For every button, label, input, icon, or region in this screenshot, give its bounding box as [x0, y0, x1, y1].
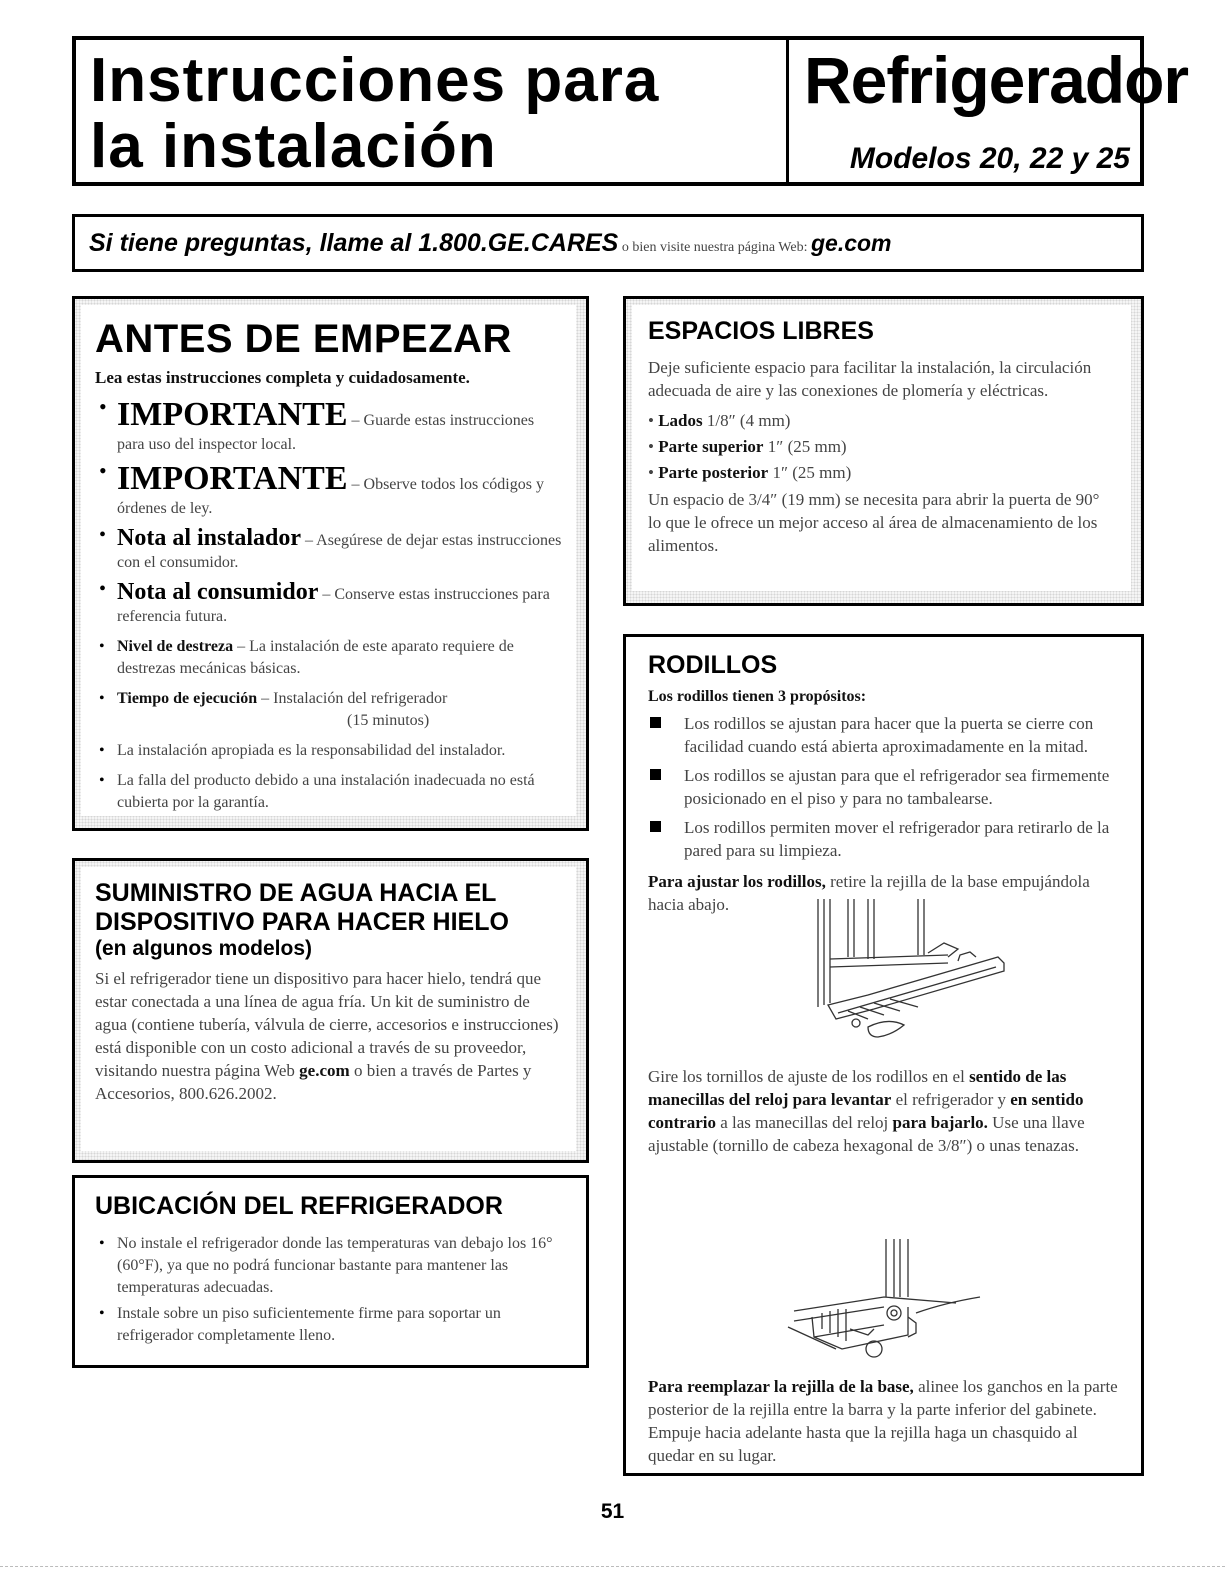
page-title-line2: la instalación — [90, 112, 497, 181]
list-item-label: Nota al instalador — [117, 525, 302, 551]
rollers-replace-paragraph — [648, 1375, 1125, 1467]
clearances-section — [623, 296, 1144, 606]
list-item — [95, 770, 562, 814]
page-title-line1: Instrucciones para — [90, 46, 660, 115]
bullet: • — [99, 742, 105, 759]
clearances-content — [632, 305, 1131, 591]
questions-phone: Si tiene preguntas, llame al 1.800.GE.CARES — [89, 229, 619, 257]
water-supply-body-text-end: o bien a través de Partes y Accesorios, 800.626.2002. — [95, 1061, 532, 1103]
questions-site-link[interactable]: ge.com — [810, 230, 892, 256]
rollers-turn-paragraph — [648, 1065, 1125, 1157]
list-item — [95, 396, 562, 456]
page-header — [72, 36, 1189, 186]
page-number: 51 — [600, 1500, 625, 1523]
rollers-turn-text-4: Use una llave ajustable (tornillo de cabeza hexagonal de 3/8″) o unas tenazas. — [648, 1113, 1085, 1155]
list-item — [95, 578, 562, 628]
bullet: • — [99, 578, 107, 600]
list-item-text: No instale el refrigerador donde las temperaturas van debajo los 16°(60°F), ya que no podrá funcionar bastante para mantener las temperaturas adecuadas. — [117, 1235, 553, 1296]
rollers-turn-bold-2: en sentido contrario — [648, 1090, 1084, 1132]
bullet: • — [99, 1235, 105, 1252]
list-item — [648, 436, 1115, 458]
models-subtitle: Modelos 20, 22 y 25 — [849, 142, 1130, 175]
list-item-text: – Guarde estas instrucciones para uso del inspector local. — [117, 412, 535, 453]
list-item — [95, 740, 562, 762]
water-supply-section — [72, 858, 589, 1163]
rollers-section — [623, 634, 1144, 1476]
list-item — [648, 816, 1119, 862]
rollers-turn-text-3: a las manecillas del reloj — [715, 1113, 893, 1132]
questions-visit: o bien visite nuestra página Web: — [618, 240, 811, 255]
rollers-turn-bold-1: sentido de las manecillas del reloj para levantar — [648, 1067, 1067, 1109]
list-item-label: IMPORTANTE — [117, 396, 348, 433]
list-item-text: Instale sobre un piso suficientemente firme para soportar un refrigerador completamente lleno. — [117, 1305, 501, 1344]
list-item-text: – La instalación de este aparato requiere de destrezas mecánicas básicas. — [117, 638, 514, 677]
bullet: • — [648, 437, 659, 456]
questions-bar — [72, 214, 1144, 272]
bullet: • — [99, 690, 105, 707]
before-you-begin-heading: ANTES DE EMPEZAR — [95, 317, 512, 361]
list-item-text: La instalación apropiada es la responsabilidad del instalador. — [117, 742, 506, 759]
clearance-value: 1″ (25 mm) — [763, 437, 847, 456]
list-item-text: Los rodillos se ajustan para que el refrigerador sea firmemente posicionado en el piso y para no tambalearse. — [684, 766, 1110, 808]
water-supply-body — [95, 967, 562, 1105]
square-bullet — [650, 769, 661, 780]
list-item-text: Los rodillos se ajustan para hacer que la puerta se cierre con facilidad cuando está abierta aproximadamente en la mitad. — [684, 714, 1094, 756]
list-item — [95, 636, 562, 680]
bullet: • — [99, 524, 107, 546]
clearances-heading: ESPACIOS LIBRES — [648, 317, 874, 345]
list-item — [95, 688, 562, 732]
clearance-label: Parte posterior — [658, 463, 769, 482]
rollers-turn-text-2: el refrigerador y — [891, 1090, 1011, 1109]
list-item — [648, 764, 1119, 810]
list-item-label: Tiempo de ejecución — [117, 690, 258, 707]
bullet: • — [648, 411, 659, 430]
before-you-begin-section — [72, 296, 589, 831]
list-item — [648, 410, 1115, 432]
bullet: • — [99, 1305, 105, 1322]
list-item — [95, 1233, 566, 1299]
bullet: • — [99, 394, 107, 419]
product-title: Refrigerador — [804, 43, 1189, 117]
water-supply-site-link[interactable]: ge.com — [299, 1061, 350, 1080]
list-item-text: – Instalación del refrigerador — [257, 690, 448, 707]
bullet: • — [99, 638, 105, 655]
rollers-adjust-text: retire la rejilla de la base empujándola hacia abajo. — [648, 872, 1090, 914]
list-item — [95, 460, 562, 520]
water-supply-heading — [95, 879, 562, 937]
bullet: • — [99, 458, 107, 483]
base-grille-illustration — [808, 897, 1008, 1047]
list-item — [648, 462, 1115, 484]
header-title-panel — [76, 40, 789, 182]
list-item-text: La falla del producto debido a una instalación inadecuada no está cubierta por la garantía. — [117, 772, 535, 811]
water-supply-body-text: Si el refrigerador tiene un dispositivo para hacer hielo, tendrá que estar conectada a una línea de agua fría. Un kit de suministro de agua (contiene tubería, válvula de cierre, accesorios e instrucciones) está disponible con un costo adicional a través de su proveedor, visitando nuestra página Web — [95, 969, 559, 1080]
before-you-begin-content — [81, 305, 576, 816]
list-item-text: Los rodillos permiten mover el refrigerador para retirarlo de la pared para su limpieza. — [684, 818, 1110, 860]
rollers-turn-bold-3: para bajarlo. — [892, 1113, 988, 1132]
list-item-text: – Conserve estas instrucciones para referencia futura. — [117, 586, 550, 625]
bullet: • — [648, 463, 659, 482]
clearance-label: Parte superior — [658, 437, 764, 456]
rollers-replace-label: Para reemplazar la rejilla de la base, — [648, 1377, 914, 1396]
bullet: • — [99, 772, 105, 789]
clearance-value: 1/8″ (4 mm) — [702, 411, 791, 430]
water-supply-heading-line1: SUMINISTRO DE AGUA HACIA EL — [95, 879, 497, 907]
rollers-lead: Los rodillos tienen 3 propósitos: — [648, 688, 867, 705]
list-item — [95, 524, 562, 574]
rollers-turn-text-1: Gire los tornillos de ajuste de los rodillos en el — [648, 1067, 970, 1086]
clearances-body: Deje suficiente espacio para facilitar la instalación, la circulación adecuada de aire y las conexiones de plomería y eléctricas. — [648, 358, 1092, 400]
list-item-duration: (15 minutos) — [347, 712, 430, 729]
square-bullet — [650, 821, 661, 832]
page-title — [90, 48, 659, 180]
before-you-begin-lead: Lea estas instrucciones completa y cuidadosamente. — [95, 368, 470, 387]
list-item-label: Nota al consumidor — [117, 579, 319, 605]
clearance-value: 1″ (25 mm) — [768, 463, 852, 482]
clearance-label: Lados — [658, 411, 703, 430]
list-item-text: – Observe todos los códigos y órdenes de ley. — [117, 476, 544, 517]
roller-adjustment-illustration — [784, 1237, 984, 1367]
list-item-label: Nivel de destreza — [117, 638, 234, 655]
bottom-divider — [0, 1566, 1225, 1567]
water-supply-heading-line2: DISPOSITIVO PARA HACER HIELO — [95, 908, 509, 936]
water-supply-content — [81, 867, 576, 1151]
rollers-heading: RODILLOS — [648, 651, 778, 679]
rollers-adjust-label: Para ajustar los rodillos, — [648, 872, 826, 891]
list-item — [648, 712, 1119, 758]
rollers-replace-text: alinee los ganchos en la parte posterior de la rejilla entre la barra y la parte inferior del gabinete. Empuje hacia adelante hasta que la rejilla haga un chasquido al quedar en su lugar. — [648, 1377, 1118, 1465]
list-item-text: – Asegúrese de dejar estas instrucciones con el consumidor. — [117, 532, 562, 571]
clearances-note: Un espacio de 3/4″ (19 mm) se necesita para abrir la puerta de 90° lo que le ofrece un mejor acceso al área de almacenamiento de los alimentos. — [648, 490, 1100, 555]
location-section — [72, 1175, 589, 1368]
square-bullet — [650, 717, 661, 728]
location-heading: UBICACIÓN DEL REFRIGERADOR — [95, 1192, 503, 1220]
water-supply-subtitle: (en algunos modelos) — [95, 937, 313, 960]
list-item — [95, 1303, 566, 1347]
list-item-label: IMPORTANTE — [117, 460, 348, 497]
